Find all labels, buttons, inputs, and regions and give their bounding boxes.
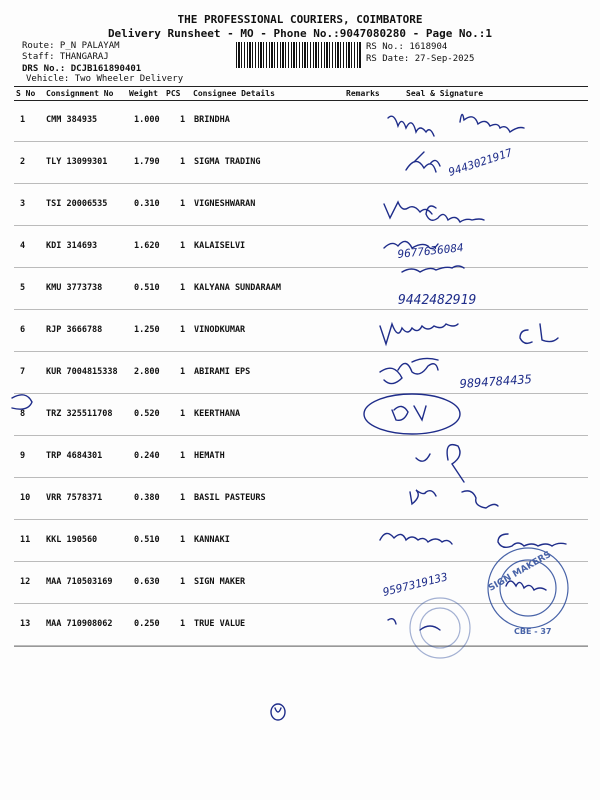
rs-number: RS No.: 1618904 [366,42,448,52]
cell-consignment: KUR 7004815338 [46,367,118,377]
table-row [14,268,588,310]
cell-consignee: BASIL PASTEURS [194,493,266,503]
table-row [14,310,588,352]
cell-consignment: KMU 3773738 [46,283,103,293]
table-row [14,142,588,184]
cell-sno: 5 [20,283,26,293]
col-pcs: PCS [166,89,181,98]
cell-weight: 1.250 [134,325,160,335]
cell-weight: 0.310 [134,199,160,209]
route-label: Route: P_N PALAYAM [22,41,120,51]
cell-weight: 0.630 [134,577,160,587]
table-row [14,184,588,226]
cell-sno: 7 [20,367,26,377]
cell-pcs: 1 [180,157,186,167]
col-seal: Seal & Signature [406,89,484,98]
cell-consignee: VINODKUMAR [194,325,246,335]
svg-text:CBE - 37: CBE - 37 [514,627,552,636]
cell-pcs: 1 [180,619,186,629]
company-title: THE PROFESSIONAL COURIERS, COIMBATORE [177,13,423,26]
table-row [14,100,588,142]
cell-sno: 13 [20,619,31,629]
cell-consignment: KDI 314693 [46,241,98,251]
cell-pcs: 1 [180,577,186,587]
cell-weight: 0.510 [134,535,160,545]
col-consignee: Consignee Details [193,89,275,98]
col-consignment: Consignment No [46,89,114,98]
barcode [236,42,362,68]
cell-weight: 0.510 [134,283,160,293]
cell-weight: 1.790 [134,157,160,167]
cell-sno: 4 [20,241,26,251]
cell-sno: 8 [20,409,26,419]
cell-sno: 12 [20,577,31,587]
cell-pcs: 1 [180,451,186,461]
cell-weight: 0.250 [134,619,160,629]
cell-pcs: 1 [180,535,186,545]
cell-weight: 2.800 [134,367,160,377]
cell-pcs: 1 [180,115,186,125]
col-weight: Weight [129,89,158,98]
cell-weight: 1.000 [134,115,160,125]
cell-pcs: 1 [180,283,186,293]
cell-consignee: KEERTHANA [194,409,241,419]
table-row [14,604,588,646]
cell-sno: 1 [20,115,26,125]
runsheet-subtitle: Delivery Runsheet - MO - Phone No.:9047080280 - Page No.:1 [107,27,493,40]
table-row [14,478,588,520]
cell-consignee: KANNAKI [194,535,230,545]
col-remarks: Remarks [346,89,380,98]
cell-consignee: BRINDHA [194,115,230,125]
phone-row-7: 9894784435 [459,371,533,391]
cell-consignee: TRUE VALUE [194,619,246,629]
table-row [14,562,588,604]
table-row [14,520,588,562]
cell-sno: 3 [20,199,26,209]
svg-text:SIGN MAKERS: SIGN MAKERS [487,549,553,594]
cell-pcs: 1 [180,493,186,503]
cell-consignee: KALAISELVI [194,241,246,251]
table-bottom-rule [14,646,588,647]
cell-pcs: 1 [180,241,186,251]
cell-sno: 11 [20,535,31,545]
cell-sno: 2 [20,157,26,167]
cell-consignee: HEMATH [194,451,225,461]
cell-pcs: 1 [180,367,186,377]
cell-consignee: SIGMA TRADING [194,157,261,167]
cell-consignment: MAA 710503169 [46,577,113,587]
cell-sno: 10 [20,493,31,503]
table-row [14,436,588,478]
cell-pcs: 1 [180,199,186,209]
vehicle-label: Vehicle: Two Wheeler Delivery [26,74,184,84]
cell-consignment: RJP 3666788 [46,325,103,335]
cell-weight: 0.520 [134,409,160,419]
cell-consignment: TLY 13099301 [46,157,108,167]
cell-consignment: TSI 20006535 [46,199,108,209]
cell-consignment: TRP 4684301 [46,451,103,461]
cell-consignee: VIGNESHWARAN [194,199,256,209]
cell-consignment: VRR 7578371 [46,493,103,503]
cell-consignee: ABIRAMI EPS [194,367,251,377]
phone-row-4: 9677636084 [396,241,465,261]
cell-pcs: 1 [180,325,186,335]
cell-weight: 0.240 [134,451,160,461]
cell-consignee: KALYANA SUNDARAAM [194,283,281,293]
phone-row-12: 9597319133 [381,570,449,599]
rs-date: RS Date: 27-Sep-2025 [366,54,475,64]
cell-consignment: MAA 710908062 [46,619,113,629]
table-header [14,86,588,101]
cell-weight: 0.380 [134,493,160,503]
cell-consignee: SIGN MAKER [194,577,246,587]
cell-consignment: KKL 190560 [46,535,98,545]
page-mark [271,704,285,720]
cell-pcs: 1 [180,409,186,419]
staff-label: Staff: THANGARAJ [22,52,109,62]
phone-row-2: 9443021917 [446,146,514,179]
cell-weight: 1.620 [134,241,160,251]
phone-row-5: 9442482919 [398,293,477,308]
cell-consignment: CMM 384935 [46,115,98,125]
cell-sno: 6 [20,325,26,335]
cell-sno: 9 [20,451,26,461]
table-row [14,226,588,268]
table-row [14,394,588,436]
col-sno: S No [16,89,36,98]
table-row [14,352,588,394]
drs-label: DRS No.: DCJB161890401 [22,64,142,74]
cell-consignment: TRZ 325511708 [46,409,113,419]
